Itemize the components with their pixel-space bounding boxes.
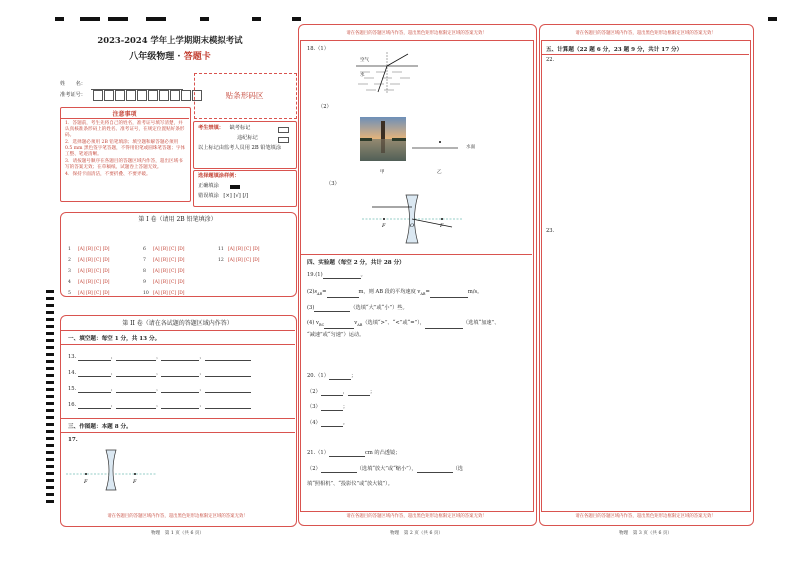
registration-mark xyxy=(80,17,100,21)
registration-mark xyxy=(292,17,301,21)
draw-section-title: 三、作图题：本题 8 分。 xyxy=(68,424,132,430)
concave-lens-diagram xyxy=(66,446,156,492)
exam-subtitle: 八年级物理 · 答题卡 xyxy=(129,52,211,62)
page2-footer: 物理 第 2 页（共 6 页） xyxy=(389,531,444,536)
fill-correct-label: 正确填涂 xyxy=(198,183,219,189)
refraction-diagram xyxy=(356,52,418,94)
registration-mark xyxy=(768,17,777,21)
absent-label: 缺考标记 xyxy=(229,125,251,131)
exam-title: 2023-2024 学年上学期期末模拟考试 xyxy=(97,35,243,45)
q20-4[interactable]: （4） 。 xyxy=(307,420,348,426)
lens-diagram-18-3 xyxy=(362,193,462,245)
fill-section-title: 一、填空题：每空 1 分，共 13 分。 xyxy=(68,336,161,342)
registration-mark xyxy=(55,17,64,21)
timing-marks xyxy=(46,290,54,515)
q18-2-label: （2） xyxy=(318,104,332,110)
registration-mark xyxy=(252,17,261,21)
fill-wrong-label: 错误填涂 xyxy=(198,193,219,199)
violation-label: 违纪标记 xyxy=(237,135,258,141)
q21-1[interactable]: 21.（1） cm 的凸透镜； xyxy=(307,450,401,456)
q19-2[interactable]: $(2)s_{AB}= m$，则 AB 段的平均速度 $v_{AB}= m/s$。 xyxy=(307,289,483,297)
choice-grid[interactable]: 1 [A] [B] [C] [D] 2 [A] [B] [C] [D] 3 [A] [B] [C] [D] 4 [A] [B] [C] [D] 5 [A] [B] [C] [D] 6 [A] [B] [C] [D] 7 [A] [B] [C] [D] 8 [A] [B] [C] [D] 9 [A] [B] [C] [D] 10 [A] [B] [C] [D] 11 [A] [B] [C] [D] 12 [A] [B] [C] [D] xyxy=(68,247,260,296)
exam-status-label: 考生禁填： xyxy=(198,125,224,131)
id-label: 准考证号： xyxy=(60,92,86,98)
column3-answer-box xyxy=(541,40,751,512)
answer-line-15[interactable]: 15. ， ， ， xyxy=(68,386,251,393)
focus-label-left: F xyxy=(84,479,88,485)
fill-wrong-marks: [×] [√] [/] xyxy=(223,193,249,199)
optical-center-label: O xyxy=(410,223,415,229)
violation-box[interactable] xyxy=(278,137,289,143)
q19-4[interactable]: (4) $v_{BC}$ $v_{AB}$（选填“>”、“<”或“=”）， （选填“加速”、 xyxy=(307,320,500,328)
part2-box xyxy=(60,315,297,527)
experiment-section-title: 四、实验题（每空 2 分，共计 28 分） xyxy=(307,260,405,266)
q23-label: 23. xyxy=(546,228,555,234)
note-item: 4．保持卡面清洁，不要折叠、不要弄破。 xyxy=(65,172,151,177)
water-label: 水 xyxy=(360,73,365,78)
column1-bottom-warning: 请在各题目的答题区域内作答，超出黑色矩形边框限定区域的答案无效！ xyxy=(107,514,248,519)
column3-bottom-warning: 请在各题目的答题区域内作答，超出黑色矩形边框限定区域的答案无效！ xyxy=(575,514,716,519)
focus-label-right: F xyxy=(133,479,137,485)
page1-footer: 物理 第 1 页（共 6 页） xyxy=(150,531,205,536)
note-item: 3．请按题号顺序在各题目的答题区域内作答，超出区域书写的答案无效；在草稿纸、试题卷上答题无效。 xyxy=(65,159,183,170)
focus-label-right: F xyxy=(440,223,444,229)
q17-label: 17. xyxy=(68,437,78,443)
water-surface-diagram xyxy=(412,138,472,162)
page3-footer: 物理 第 3 页（共 6 页） xyxy=(618,531,673,536)
part1-title: 第 I 卷（请用 2B 铅笔填涂） xyxy=(138,216,217,223)
water-surface-label: 水面 xyxy=(466,145,476,150)
barcode-label: 贴条形码区 xyxy=(225,91,264,100)
name-label: 姓 名： xyxy=(60,81,86,87)
focus-label-left: F xyxy=(382,223,386,229)
q21-2-cont: 填“照相机”、“投影仪”或“放大镜”）。 xyxy=(307,481,393,487)
answer-line-16[interactable]: 16. ， ， ， xyxy=(68,402,251,409)
tower-photo xyxy=(360,117,406,161)
answer-line-14[interactable]: 14. ， ， ， xyxy=(68,370,251,377)
column2-top-warning: 请在各题目的答题区域内作答，超出黑色矩形边框限定区域的答案无效！ xyxy=(346,31,487,36)
q19-4-cont: “减速”或“匀速”）运动。 xyxy=(307,332,365,338)
q19-3[interactable]: (3) （选填“大”或“小”）些。 xyxy=(307,305,408,311)
answer-line-13[interactable]: 13. ， ， ， xyxy=(68,354,251,361)
q19-1[interactable]: 19.(1) 。 xyxy=(307,272,366,278)
notes-title: 注意事项 xyxy=(112,111,137,118)
column2-bottom-warning: 请在各题目的答题区域内作答，超出黑色矩形边框限定区域的答案无效！ xyxy=(346,514,487,519)
part2-title: 第 II 卷（请在各试题的答题区域内作答） xyxy=(122,320,233,327)
note-item: 2．选择题必须用 2B 铅笔填涂；填空题和解答题必须用 0.5 mm 黑色签字笔答题，不得用铅笔或圆珠笔答题；字体工整、笔迹清晰。 xyxy=(65,140,186,157)
column3-top-warning: 请在各题目的答题区域内作答，超出黑色矩形边框限定区域的答案无效！ xyxy=(575,31,716,36)
q21-2[interactable]: （2） （选填“放大”或“缩小”）， （选 xyxy=(307,466,463,472)
q18-3-label: （3） xyxy=(326,181,340,187)
q20-2[interactable]: （2） ， ； xyxy=(307,389,376,395)
answer-card-label: 答题卡 xyxy=(183,52,211,62)
q20-3[interactable]: （3） ； xyxy=(307,404,348,410)
registration-mark xyxy=(108,17,128,21)
fill-sample-title: 选择题填涂样例： xyxy=(198,173,240,179)
registration-mark xyxy=(146,17,166,21)
id-boxes[interactable] xyxy=(93,90,202,101)
exam-status-note: 以上标记由监考人员用 2B 铅笔填涂 xyxy=(198,145,282,151)
notes-list xyxy=(65,121,186,178)
note-item: 1．答题前，考生先将自己的姓名，准考证号填写清楚，并认真核准条形码上的姓名、准考证号，在规定位置贴好条形码。 xyxy=(65,121,185,138)
q18-label: 18.（1） xyxy=(307,46,329,52)
air-label: 空气 xyxy=(360,58,369,63)
fill-correct-mark xyxy=(230,185,240,189)
registration-mark xyxy=(200,17,209,21)
figure-yi-label: 乙 xyxy=(437,170,442,175)
calc-section-title: 五、计算题（22 题 6 分，23 题 9 分，共计 17 分） xyxy=(546,47,683,53)
q22-label: 22. xyxy=(546,57,555,63)
figure-jia-label: 甲 xyxy=(380,170,385,175)
absent-box[interactable] xyxy=(278,127,289,133)
q20-1[interactable]: 20.（1） ； xyxy=(307,373,357,379)
